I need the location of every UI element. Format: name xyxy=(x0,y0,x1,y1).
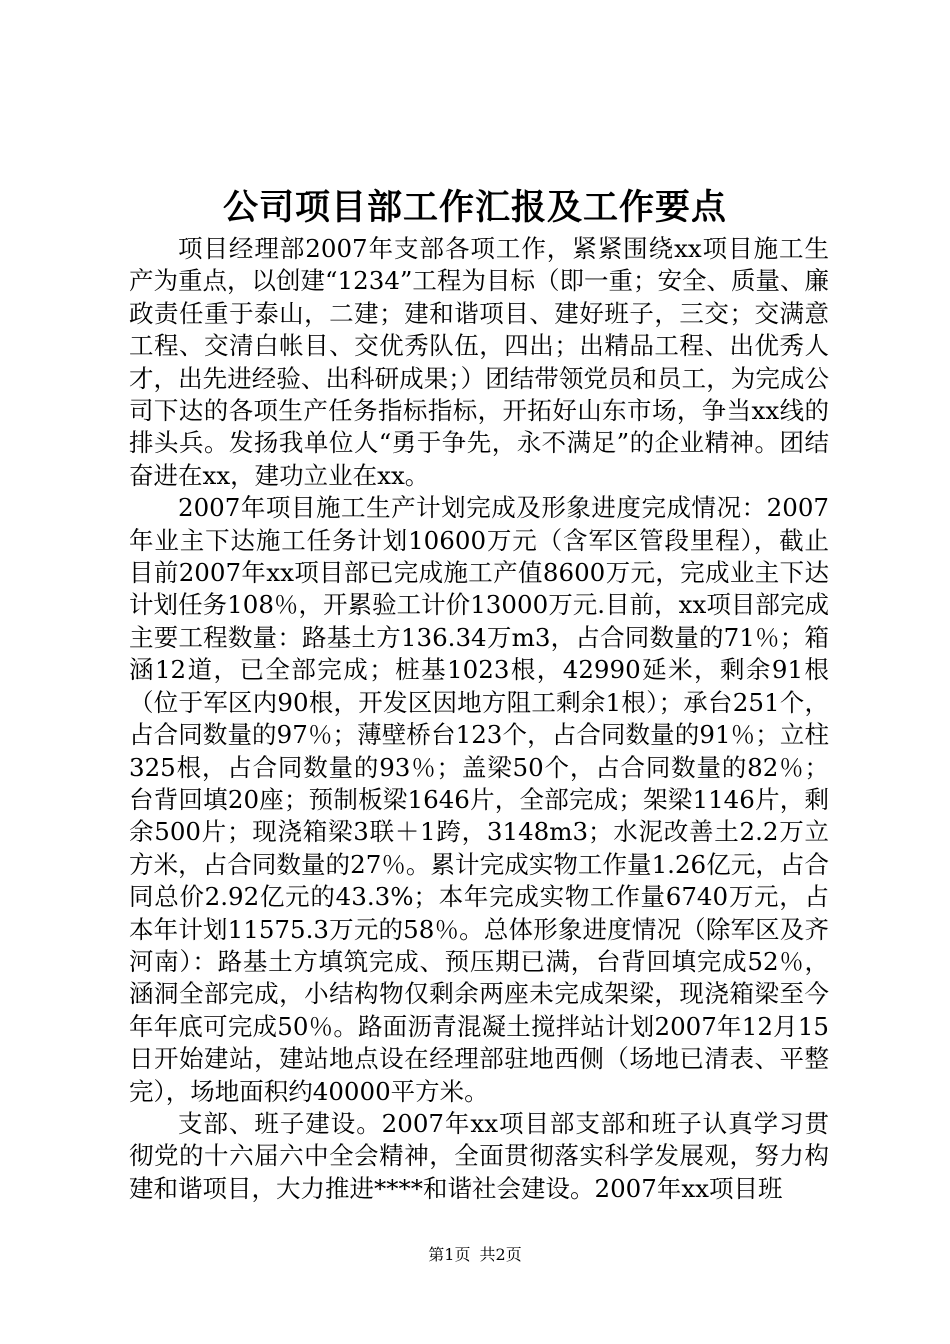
paragraph-intro: 项目经理部2007年支部各项工作，紧紧围绕xx项目施工生产为重点，以创建“1234”工程为目标（即一重；安全、质量、廉政责任重于泰山，二建；建和谐项目、建好班子，三交；交满意工程、交清白帐目、交优秀队伍，四出；出精品工程、出优秀人才，出先进经验、出科研成果；）团结带领党员和员工，为完成公司下达的各项生产任务指标指标，开拓好山东市场，争当xx线的排头兵。发扬我单位人“勇于争先，永不满足”的企业精神。团结奋进在xx，建功立业在xx。 xyxy=(129,234,829,490)
page-footer xyxy=(0,1243,950,1267)
document-title: 公司项目部工作汇报及工作要点 xyxy=(222,187,727,228)
paragraph-progress: 2007年项目施工生产计划完成及形象进度完成情况：2007年业主下达施工任务计划10600万元（含军区管段里程），截止目前2007年xx项目部已完成施工产值8600万元，完成业主下达计划任务108％，开累验工计价13000万元.目前，xx项目部完成主要工程数量：路基土方136.34万m3，占合同数量的71％；箱涵12道，已全部完成；桩基1023根，42990延米，剩余91根（位于军区内90根，开发区因地方阻工剩余1根）；承台251个，占合同数量的97％；薄壁桥台123个，占合同数量的91％；立柱325根，占合同数量的93％；盖梁50个，占合同数量的82％；台背回填20座；预制板梁1646片，全部完成；架梁1146片，剩余500片；现浇箱梁3联＋1跨，3148m3；水泥改善土2.2万立方米，占合同数量的27％。累计完成实物工作量1.26亿元，占合同总价2.92亿元的43.3%；本年完成实物工作量6740万元，占本年计划11575.3万元的58％。总体形象进度情况（除军区及齐河南）：路基土方填筑完成、预压期已满，台背回填完成52％，涵洞全部完成，小结构物仅剩余两座未完成架梁，现浇箱梁至今年年底可完成50％。路面沥青混凝土搅拌站计划2007年12月15日开始建站，建站地点设在经理部驻地西侧（场地已清表、平整完），场地面积约40000平方米。 xyxy=(129,493,829,1106)
page-total: 共2页 xyxy=(479,1245,522,1264)
document-body xyxy=(129,233,829,1205)
page-number: 第1页 xyxy=(428,1245,471,1264)
paragraph-party-building: 支部、班子建设。2007年xx项目部支部和班子认真学习贯彻党的十六届六中全会精神，全面贯彻落实科学发展观，努力构建和谐项目，大力推进****和谐社会建设。2007年xx项目班 xyxy=(129,1108,829,1203)
